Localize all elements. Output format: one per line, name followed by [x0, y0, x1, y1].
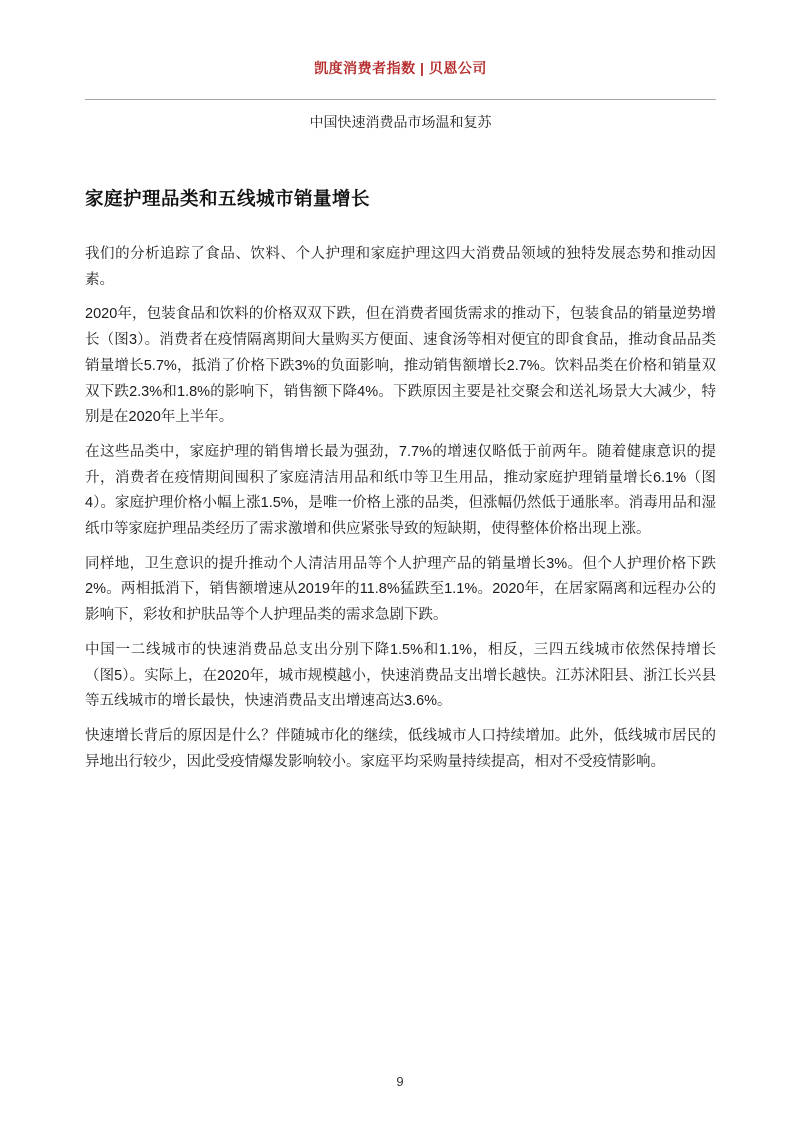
page-number: 9 — [396, 1074, 404, 1089]
section-heading: 家庭护理品类和五线城市销量增长 — [85, 188, 371, 209]
report-subtitle: 中国快速消费品市场温和复苏 — [309, 114, 492, 130]
paragraph-4: 同样地，卫生意识的提升推动个人清洁用品等个人护理产品的销量增长3%。但个人护理价格下跌2%。两相抵消下，销售额增速从2019年的11.8%猛跌至1.1%。2020年，在居家隔离和远程办公的影响下，彩妆和护肤品等个人护理品类的需求急剧下跌。 — [85, 555, 716, 624]
paragraph-1: 我们的分析追踪了食品、饮料、个人护理和家庭护理这四大消费品领域的独特发展态势和推动因素。 — [85, 246, 716, 288]
paragraph-2: 2020年，包装食品和饮料的价格双双下跌，但在消费者囤货需求的推动下，包装食品的销量逆势增长（图3）。消费者在疫情隔离期间大量购买方便面、速食汤等相对便宜的即食食品，推动食品品类销量增长5.7%，抵消了价格下跌3%的负面影响，推动销售额增长2.7%。饮料品类在价格和销量双双下跌2.3%和1.8%的影响下，销售额下降4%。下跌原因主要是社交聚会和送礼场景大大减少，特别是在2020年上半年。 — [85, 306, 716, 426]
paragraph-5: 中国一二线城市的快速消费品总支出分别下降1.5%和1.1%，相反，三四五线城市依然保持增长（图5）。实际上，在2020年，城市规模越小，快速消费品支出增长越快。江苏沭阳县、浙江长兴县等五线城市的增长最快，快速消费品支出增速高达3.6%。 — [85, 641, 716, 710]
paragraph-6: 快速增长背后的原因是什么？伴随城市化的继续，低线城市人口持续增加。此外，低线城市居民的异地出行较少，因此受疫情爆发影响较小。家庭平均采购量持续提高，相对不受疫情影响。 — [85, 727, 716, 770]
body-text — [85, 242, 716, 775]
header-divider — [85, 99, 716, 100]
brand-header: 凯度消费者指数 | 贝恩公司 — [314, 60, 487, 76]
paragraph-3: 在这些品类中，家庭护理的销售增长最为强劲，7.7%的增速仅略低于前两年。随着健康意识的提升，消费者在疫情期间囤积了家庭清洁用品和纸巾等卫生用品，推动家庭护理销量增长6.1%（图4）。家庭护理价格小幅上涨1.5%，是唯一价格上涨的品类，但涨幅仍然低于通胀率。消毒用品和湿纸巾等家庭护理品类经历了需求激增和供应紧张导致的短缺期，使得整体价格出现上涨。 — [85, 443, 716, 538]
